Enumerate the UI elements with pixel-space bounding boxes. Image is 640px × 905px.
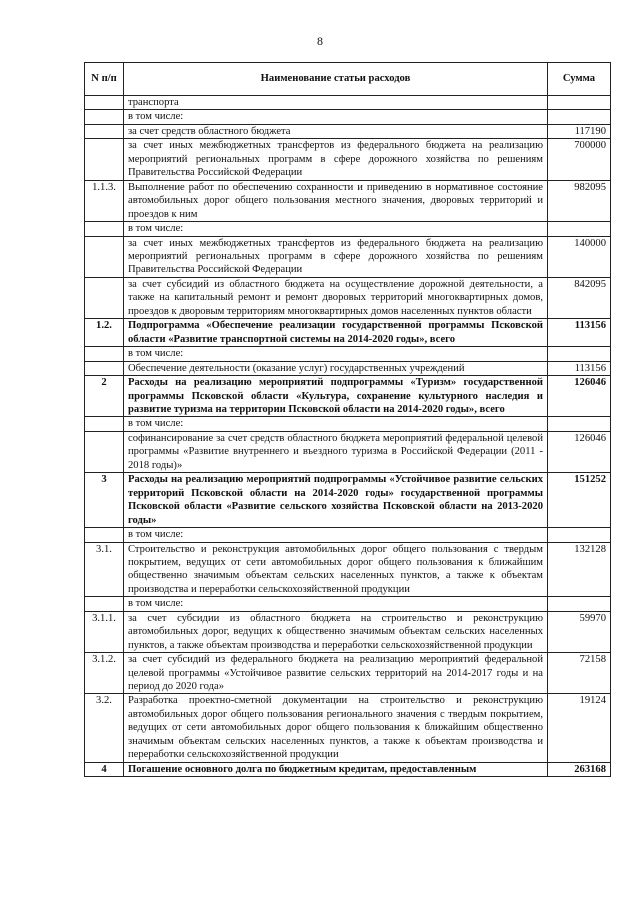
row-name: за счет субсидий из областного бюджета на осуществление дорожной деятельности, а также на капитальный ремонт и ремонт дворовых территорий многоквартирных домов, проездов к дворовым территориям многоквартирных домов населенных пунктов области	[124, 277, 548, 318]
row-amount	[548, 347, 611, 361]
table-row	[85, 542, 611, 597]
row-name: за счет иных межбюджетных трансфертов из федерального бюджета на реализацию мероприятий региональных программ в сфере дорожного хозяйства по решениям Правительства Российской Федерации	[124, 236, 548, 277]
page-number: 8	[317, 34, 323, 48]
row-name: в том числе:	[124, 110, 548, 124]
row-number: 3.1.1.	[85, 611, 124, 652]
row-name: Строительство и реконструкция автомобильных дорог общего пользования с твердым покрытием, ведущих от сети автомобильных дорог общего пользования к ближайшим общественно значимым объектам сельских населенных пунктов, а также к объектам производства и переработки сельскохозяйственной продукции	[124, 542, 548, 597]
row-number	[85, 110, 124, 124]
row-name: Расходы на реализацию мероприятий подпрограммы «Туризм» государственной программы Псковской области «Культура, сохранение культурного наследия и развитие туризма на территории Псковской области на 2014-2020 годы», всего	[124, 376, 548, 417]
table-row	[85, 110, 611, 124]
row-number: 3	[85, 473, 124, 528]
row-name: за счет субсидий из федерального бюджета на реализацию мероприятий федеральной целевой программы «Устойчивое развитие сельских территорий на 2014-2017 годы и на период до 2020 года»	[124, 653, 548, 694]
header-amount: Сумма	[548, 63, 611, 96]
table-row	[85, 139, 611, 180]
expenditure-table	[84, 62, 611, 777]
row-amount	[548, 222, 611, 236]
table-row	[85, 653, 611, 694]
table-row	[85, 180, 611, 221]
row-name: Расходы на реализацию мероприятий подпрограммы «Устойчивое развитие сельских территорий Псковской области на 2014-2020 годы» государственной программы Псковской области «Развитие сельского хозяйства Псковской области на 2013-2020 годы»	[124, 473, 548, 528]
row-number	[85, 222, 124, 236]
table-row	[85, 361, 611, 375]
row-name: за счет иных межбюджетных трансфертов из федерального бюджета на реализацию мероприятий региональных программ в сфере дорожного хозяйства по решениям Правительства Российской Федерации	[124, 139, 548, 180]
row-name: софинансирование за счет средств областного бюджета мероприятий федеральной целевой программы «Развитие внутреннего и въездного туризма в Российской Федерации (2011 - 2018 годы)»	[124, 431, 548, 472]
table-row	[85, 694, 611, 762]
row-amount: 842095	[548, 277, 611, 318]
table-row	[85, 762, 611, 776]
row-amount: 72158	[548, 653, 611, 694]
row-name: Погашение основного долга по бюджетным кредитам, предоставленным	[124, 762, 548, 776]
row-amount	[548, 528, 611, 542]
table-row	[85, 473, 611, 528]
row-amount	[548, 96, 611, 110]
row-name: Выполнение работ по обеспечению сохранности и приведению в нормативное состояние автомобильных дорог общего пользования местного значения, дворовых территорий и проездов к ним	[124, 180, 548, 221]
row-number: 3.1.2.	[85, 653, 124, 694]
row-amount: 263168	[548, 762, 611, 776]
table-header	[85, 63, 611, 96]
table-row	[85, 417, 611, 431]
table-row	[85, 376, 611, 417]
row-number: 4	[85, 762, 124, 776]
row-amount: 982095	[548, 180, 611, 221]
table-row	[85, 597, 611, 611]
row-name: за счет субсидии из областного бюджета на строительство и реконструкцию автомобильных дорог, ведущих к общественно значимым объектам сельских населенных пунктов, а также объектам производства и переработки сельскохозяйственной продукции	[124, 611, 548, 652]
row-number	[85, 347, 124, 361]
table-row	[85, 347, 611, 361]
table-row	[85, 236, 611, 277]
row-amount: 700000	[548, 139, 611, 180]
header-num: N п/п	[85, 63, 124, 96]
row-number: 2	[85, 376, 124, 417]
table-row	[85, 528, 611, 542]
header-name: Наименование статьи расходов	[124, 63, 548, 96]
row-number	[85, 124, 124, 138]
row-amount: 140000	[548, 236, 611, 277]
row-number	[85, 361, 124, 375]
table-row	[85, 96, 611, 110]
table-row	[85, 124, 611, 138]
row-number	[85, 528, 124, 542]
row-number	[85, 417, 124, 431]
row-amount: 113156	[548, 319, 611, 347]
row-name: транспорта	[124, 96, 548, 110]
table-row	[85, 611, 611, 652]
row-amount	[548, 597, 611, 611]
row-number: 1.1.3.	[85, 180, 124, 221]
row-number	[85, 431, 124, 472]
table-row	[85, 277, 611, 318]
row-number: 1.2.	[85, 319, 124, 347]
row-name: Разработка проектно-сметной документации на строительство и реконструкцию автомобильных дорог общего пользования регионального значения с твердым покрытием, ведущих от сети автомобильных дорог общего пользования к ближайшим общественно значимым объектам сельских населенных пунктов, а также к объектам производства и переработки сельскохозяйственной продукции	[124, 694, 548, 762]
row-name: в том числе:	[124, 597, 548, 611]
row-amount: 113156	[548, 361, 611, 375]
table-body	[85, 96, 611, 777]
row-name: Обеспечение деятельности (оказание услуг) государственных учреждений	[124, 361, 548, 375]
table-row	[85, 431, 611, 472]
row-name: в том числе:	[124, 222, 548, 236]
row-amount	[548, 417, 611, 431]
row-amount: 59970	[548, 611, 611, 652]
header-row	[85, 63, 611, 96]
row-number	[85, 277, 124, 318]
row-amount: 126046	[548, 431, 611, 472]
row-amount: 151252	[548, 473, 611, 528]
row-name: Подпрограмма «Обеспечение реализации государственной программы Псковской области «Развитие транспортной системы на 2014-2020 годы», всего	[124, 319, 548, 347]
row-number	[85, 236, 124, 277]
row-name: в том числе:	[124, 528, 548, 542]
row-number	[85, 597, 124, 611]
row-amount	[548, 110, 611, 124]
table-row	[85, 319, 611, 347]
row-amount: 117190	[548, 124, 611, 138]
row-number: 3.2.	[85, 694, 124, 762]
row-number	[85, 96, 124, 110]
row-name: за счет средств областного бюджета	[124, 124, 548, 138]
row-number	[85, 139, 124, 180]
row-amount: 19124	[548, 694, 611, 762]
table-row	[85, 222, 611, 236]
row-name: в том числе:	[124, 417, 548, 431]
row-amount: 132128	[548, 542, 611, 597]
row-amount: 126046	[548, 376, 611, 417]
row-name: в том числе:	[124, 347, 548, 361]
row-number: 3.1.	[85, 542, 124, 597]
